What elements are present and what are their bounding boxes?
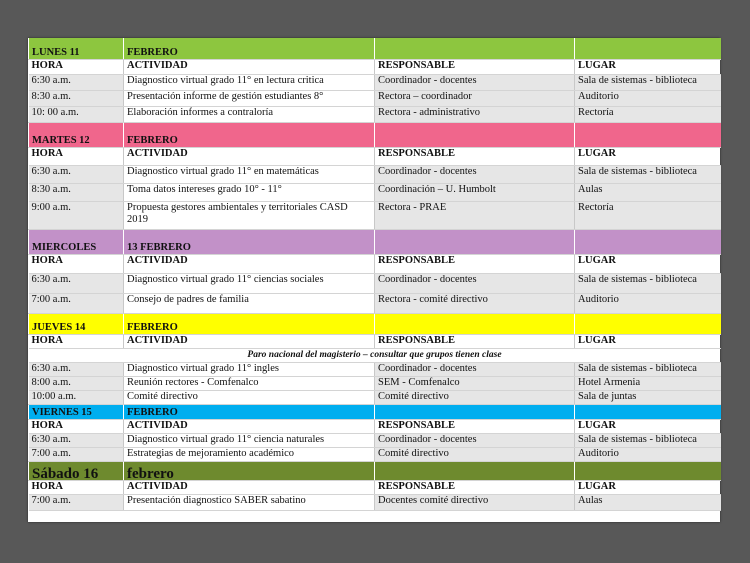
day-name: MIERCOLES [29,229,124,254]
cell-hora: 6:30 a.m. [29,362,124,376]
column-header-actividad: ACTIVIDAD [124,59,375,74]
cell-responsable: Coordinador - docentes [375,165,575,183]
day-header-row [29,229,721,254]
schedule-row [29,447,721,461]
cell-actividad: Presentación diagnostico SABER sabatino [124,494,375,510]
column-header-lugar: LUGAR [575,147,721,165]
cell-lugar: Sala de juntas [575,390,721,404]
cell-actividad: Diagnostico virtual grado 11° ciencia naturales [124,433,375,447]
column-header-hora: HORA [29,419,124,433]
column-header-lugar: LUGAR [575,334,721,348]
column-header-responsable: RESPONSABLE [375,334,575,348]
cell-actividad: Toma datos intereses grado 10° - 11° [124,183,375,201]
cell-actividad: Diagnostico virtual grado 11° ciencias sociales [124,273,375,293]
cell-hora: 8:00 a.m. [29,376,124,390]
column-header-lugar: LUGAR [575,254,721,273]
cell-responsable: Rectora - administrativo [375,106,575,122]
day-blank [375,404,575,419]
cell-actividad: Propuesta gestores ambientales y territoriales CASD 2019 [124,201,375,229]
cell-lugar: Sala de sistemas - biblioteca [575,273,721,293]
schedule-row [29,494,721,510]
column-header-actividad: ACTIVIDAD [124,254,375,273]
cell-lugar: Rectoría [575,106,721,122]
column-header-row [29,254,721,273]
day-name: Sábado 16 [29,461,124,480]
strike-notice: Paro nacional del magisterio – consultar que grupos tienen clase [29,348,721,362]
cell-lugar: Hotel Armenia [575,376,721,390]
day-header-row [29,122,721,147]
schedule-row [29,90,721,106]
day-blank [575,229,721,254]
cell-responsable: Comité directivo [375,390,575,404]
column-header-row [29,147,721,165]
column-header-hora: HORA [29,147,124,165]
cell-actividad: Diagnostico virtual grado 11° en lectura critica [124,74,375,90]
day-blank [575,404,721,419]
column-header-hora: HORA [29,59,124,74]
cell-lugar: Auditorio [575,293,721,313]
cell-responsable: Comité directivo [375,447,575,461]
column-header-responsable: RESPONSABLE [375,419,575,433]
day-blank [575,38,721,59]
schedule-row [29,74,721,90]
column-header-hora: HORA [29,480,124,494]
day-name: VIERNES 15 [29,404,124,419]
cell-actividad: Reunión rectores - Comfenalco [124,376,375,390]
cell-actividad: Elaboración informes a contraloría [124,106,375,122]
cell-responsable: Rectora – coordinador [375,90,575,106]
cell-actividad: Diagnostico virtual grado 11° ingles [124,362,375,376]
column-header-actividad: ACTIVIDAD [124,480,375,494]
cell-lugar: Sala de sistemas - biblioteca [575,165,721,183]
column-header-responsable: RESPONSABLE [375,147,575,165]
cell-hora: 10: 00 a.m. [29,106,124,122]
schedule-row [29,390,721,404]
schedule-row [29,433,721,447]
day-blank [375,229,575,254]
day-month: 13 FEBRERO [124,229,375,254]
cell-responsable: Coordinador - docentes [375,74,575,90]
day-header-row [29,404,721,419]
cell-hora: 7:00 a.m. [29,494,124,510]
cell-hora: 7:00 a.m. [29,447,124,461]
cell-responsable: Coordinador - docentes [375,362,575,376]
column-header-responsable: RESPONSABLE [375,254,575,273]
column-header-actividad: ACTIVIDAD [124,419,375,433]
column-header-row [29,59,721,74]
schedule-row [29,376,721,390]
day-header-row [29,38,721,59]
cell-lugar: Auditorio [575,447,721,461]
column-header-row [29,419,721,433]
column-header-row [29,480,721,494]
day-name: JUEVES 14 [29,313,124,334]
day-blank [575,461,721,480]
cell-actividad: Diagnostico virtual grado 11° en matemáticas [124,165,375,183]
schedule-row [29,273,721,293]
cell-lugar: Aulas [575,494,721,510]
column-header-actividad: ACTIVIDAD [124,334,375,348]
schedule-row [29,183,721,201]
notice-row [29,348,721,362]
cell-actividad: Presentación informe de gestión estudiantes 8° [124,90,375,106]
day-month: febrero [124,461,375,480]
cell-actividad: Estrategias de mejoramiento académico [124,447,375,461]
day-name: MARTES 12 [29,122,124,147]
day-month: FEBRERO [124,313,375,334]
day-blank [375,313,575,334]
day-month: FEBRERO [124,38,375,59]
cell-lugar: Rectoría [575,201,721,229]
schedule-row [29,165,721,183]
day-month: FEBRERO [124,122,375,147]
cell-responsable: Coordinación – U. Humbolt [375,183,575,201]
day-blank [375,122,575,147]
column-header-lugar: LUGAR [575,480,721,494]
cell-lugar: Sala de sistemas - biblioteca [575,433,721,447]
column-header-lugar: LUGAR [575,59,721,74]
cell-hora: 6:30 a.m. [29,273,124,293]
cell-hora: 6:30 a.m. [29,74,124,90]
cell-responsable: SEM - Comfenalco [375,376,575,390]
column-header-row [29,334,721,348]
schedule-row [29,362,721,376]
day-name: LUNES 11 [29,38,124,59]
cell-hora: 10:00 a.m. [29,390,124,404]
column-header-responsable: RESPONSABLE [375,480,575,494]
cell-lugar: Sala de sistemas - biblioteca [575,362,721,376]
cell-responsable: Rectora - comité directivo [375,293,575,313]
day-blank [575,122,721,147]
day-header-row [29,461,721,480]
cell-actividad: Consejo de padres de familia [124,293,375,313]
cell-responsable: Rectora - PRAE [375,201,575,229]
schedule-row [29,201,721,229]
schedule-sheet [28,38,720,522]
cell-hora: 6:30 a.m. [29,433,124,447]
schedule-row [29,293,721,313]
cell-responsable: Docentes comité directivo [375,494,575,510]
cell-responsable: Coordinador - docentes [375,433,575,447]
column-header-hora: HORA [29,254,124,273]
cell-responsable: Coordinador - docentes [375,273,575,293]
cell-hora: 7:00 a.m. [29,293,124,313]
cell-actividad: Comité directivo [124,390,375,404]
cell-hora: 8:30 a.m. [29,183,124,201]
cell-lugar: Aulas [575,183,721,201]
day-header-row [29,313,721,334]
schedule-row [29,106,721,122]
cell-lugar: Sala de sistemas - biblioteca [575,74,721,90]
day-blank [575,313,721,334]
column-header-hora: HORA [29,334,124,348]
column-header-responsable: RESPONSABLE [375,59,575,74]
column-header-actividad: ACTIVIDAD [124,147,375,165]
cell-hora: 6:30 a.m. [29,165,124,183]
column-header-lugar: LUGAR [575,419,721,433]
day-blank [375,461,575,480]
weekly-schedule-table [28,38,721,511]
cell-hora: 9:00 a.m. [29,201,124,229]
day-blank [375,38,575,59]
day-month: FEBRERO [124,404,375,419]
cell-hora: 8:30 a.m. [29,90,124,106]
cell-lugar: Auditorio [575,90,721,106]
